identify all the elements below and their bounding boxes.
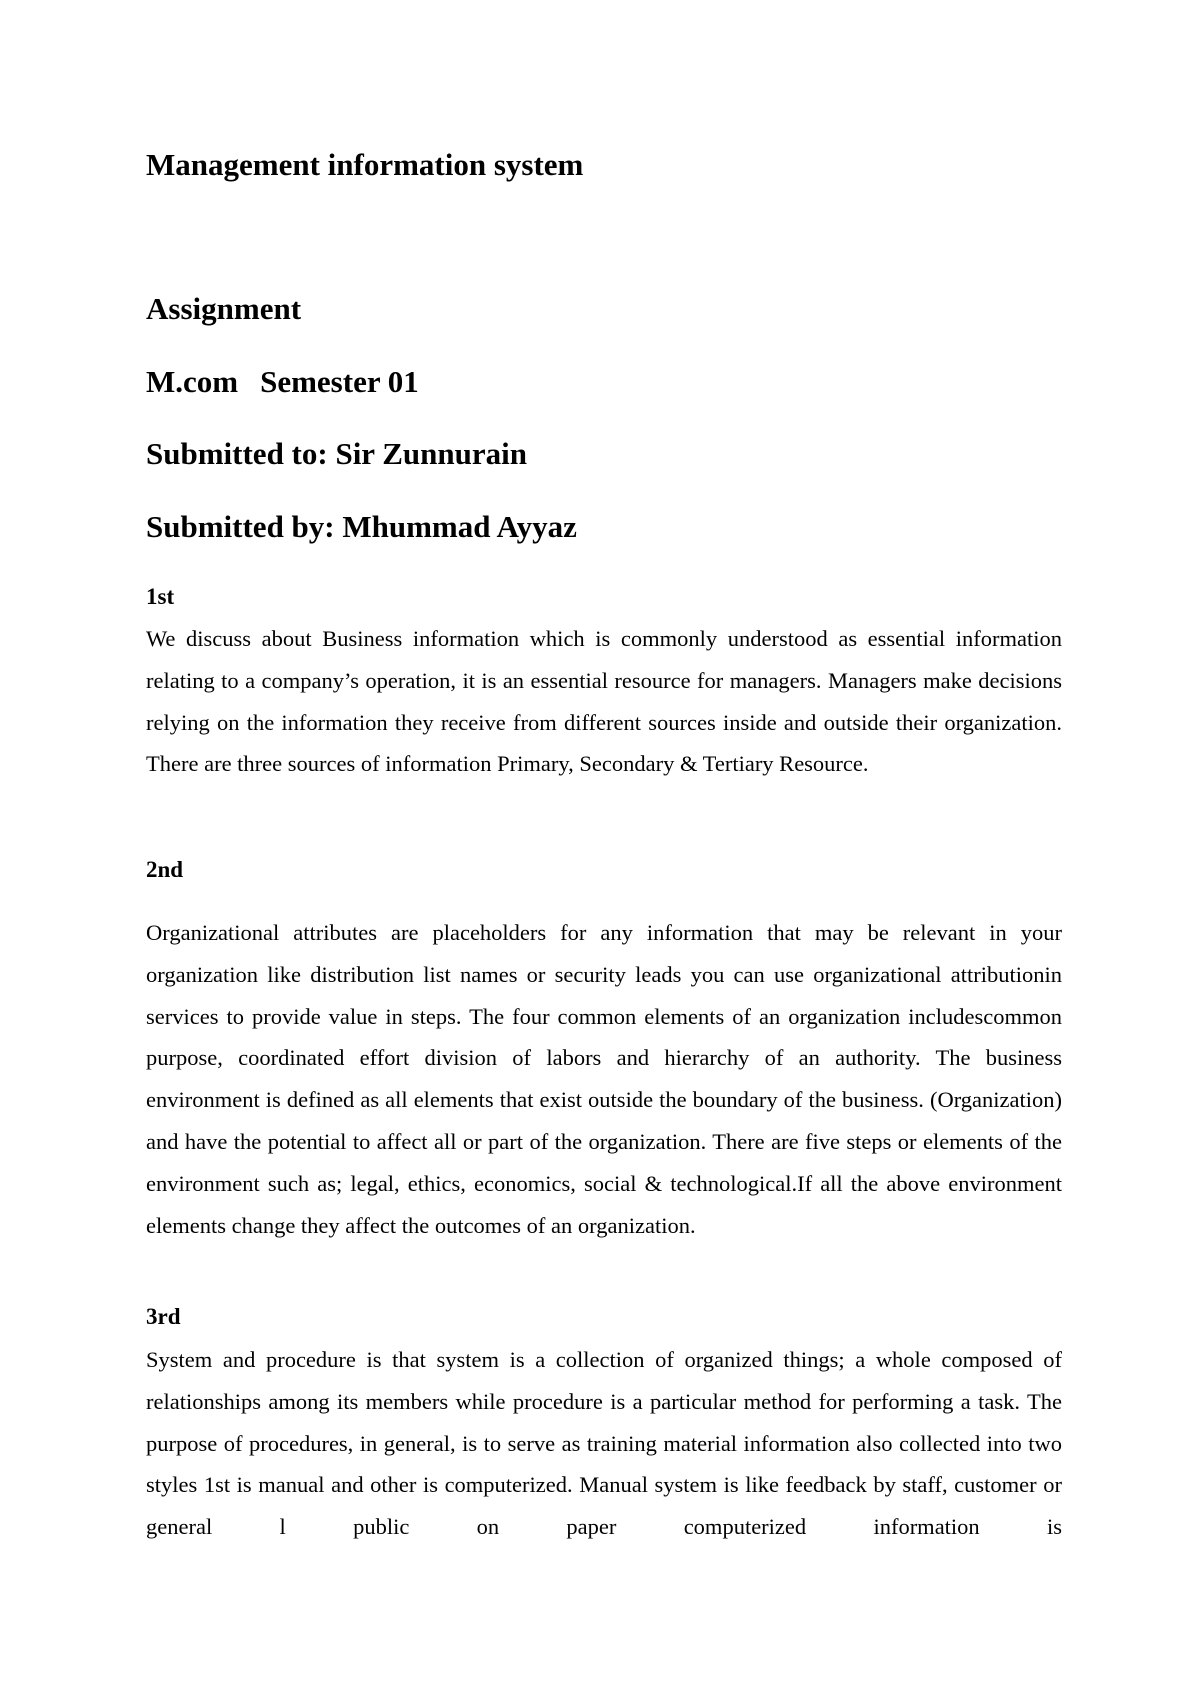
submitted-to: Submitted to: Sir Zunnurain [146,436,528,471]
document-title: Management information system [146,147,584,182]
assignment-label: Assignment [146,291,302,326]
section-body-3: System and procedure is that system is a collection of organized things; a whole composed of relationships among its members while procedure is a particular method for performing a task. The purpose of procedures, in general, is to serve as training material information also collected into two styles 1st is manual and other is computerized. Manual system is like feedback by staff, customer or general l public on paper computerized information is [146,1347,1062,1540]
section-title-1: 1st [146,584,175,609]
program-semester-line [146,363,419,401]
submitted-by: Submitted by: Mhummad Ayyaz [146,509,577,544]
section-title-2: 2nd [146,857,184,882]
program-label: M.com [146,364,239,399]
semester-label: Semester 01 [260,364,419,399]
section-body-1: We discuss about Business information which is commonly understood as essential information relating to a company’s operation, it is an essential resource for managers. Managers make decisions relying on the information they receive from different sources inside and outside their organization. There are three sources of information Primary, Secondary & Tertiary Resource. [146,626,1062,777]
section-title-3: 3rd [146,1304,181,1329]
section-body-2: Organizational attributes are placeholders for any information that may be relevant in your organization like distribution list names or security leads you can use organizational attributionin services to provide value in steps. The four common elements of an organization includescommon purpose, coordinated effort division of labors and hierarchy of an authority. The business environment is defined as all elements that exist outside the boundary of the business. (Organization) and have the potential to affect all or part of the organization. There are five steps or elements of the environment such as; legal, ethics, economics, social & technological.If all the above environment elements change they affect the outcomes of an organization. [146,920,1062,1238]
